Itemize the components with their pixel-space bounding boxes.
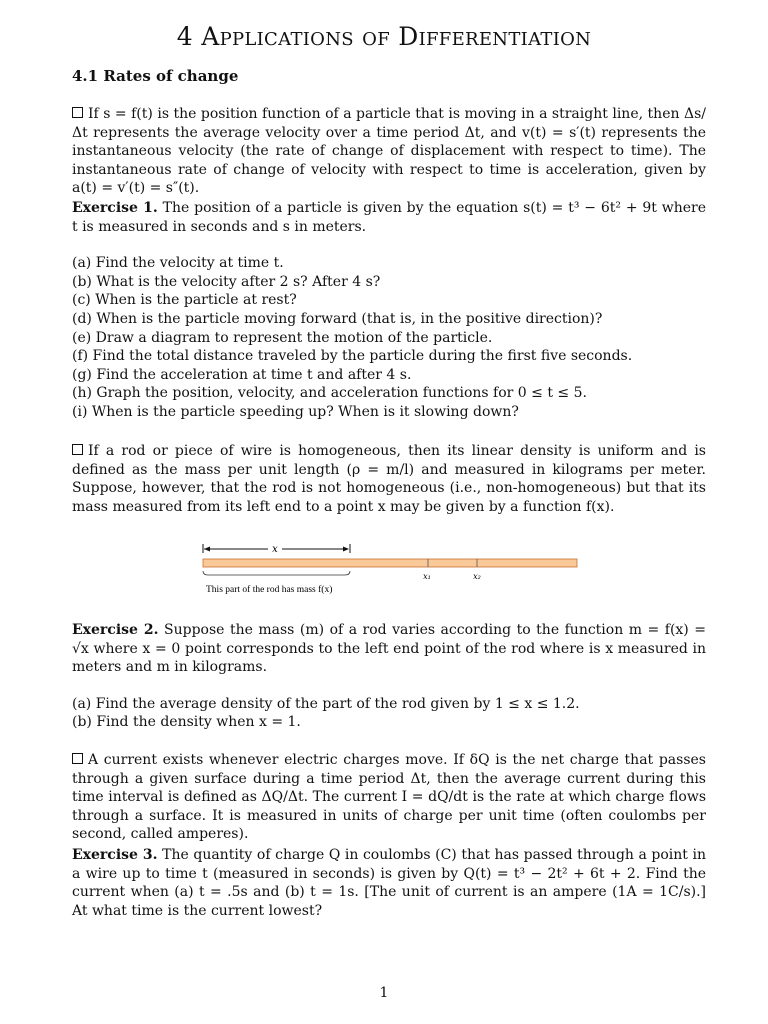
exercise-2-parts xyxy=(72,695,706,732)
exercise-1-statement xyxy=(72,199,706,236)
exercise-1-part: (h) Graph the position, velocity, and acceleration functions for 0 ≤ t ≤ 5. xyxy=(72,385,587,402)
exercise-2-part: (b) Find the density when x = 1. xyxy=(72,714,301,731)
exercise-1 xyxy=(72,199,706,422)
checkbox-icon xyxy=(72,107,83,118)
x1-label: x₁ xyxy=(423,572,431,581)
exercise-1-part: (a) Find the velocity at time t. xyxy=(72,255,284,272)
exercise-3-label: Exercise 3. xyxy=(72,847,158,863)
exercise-2 xyxy=(72,621,706,732)
paragraph-velocity xyxy=(72,105,706,198)
arrow-right-icon xyxy=(343,547,349,552)
x2-label: x₂ xyxy=(473,572,481,581)
arrow-left-icon xyxy=(204,547,210,552)
exercise-1-part: (e) Draw a diagram to represent the motion of the particle. xyxy=(72,329,493,346)
exercise-2-text: Suppose the mass (m) of a rod varies according to the function m = f(x) = √x where x = 0 point corresponds to the left end point of the rod where is x measured in meters and m in kilograms. xyxy=(72,622,706,676)
mass-brace xyxy=(203,571,350,575)
paragraph-density-text: If a rod or piece of wire is homogeneous, then its linear density is uniform and is defined as the mass per unit length (ρ = m/l) and measured in kilograms per meter. Suppose, however, that the rod is not homogeneous (i.e., non-homogeneous) but that its mass measured from its left end to a point x may be given by a function f(x). xyxy=(72,443,706,515)
exercise-1-part: (d) When is the particle moving forward (that is, in the positive direction)? xyxy=(72,310,603,327)
exercise-2-label: Exercise 2. xyxy=(72,622,159,638)
exercise-1-part: (f) Find the total distance traveled by the particle during the first five seconds. xyxy=(72,348,633,365)
exercise-1-text: The position of a particle is given by the equation s(t) = t³ − 6t² + 9t where t is measured in seconds and s in meters. xyxy=(72,200,707,235)
exercise-1-part: (i) When is the particle speeding up? When is it slowing down? xyxy=(72,403,519,420)
rod-diagram xyxy=(200,537,590,599)
checkbox-icon xyxy=(72,753,83,764)
exercise-2-part: (a) Find the average density of the part of the rod given by 1 ≤ x ≤ 1.2. xyxy=(72,695,580,712)
exercise-3-text: The quantity of charge Q in coulombs (C) that has passed through a point in a wire up to time t (measured in seconds) is given by Q(t) = t³ − 2t² + 6t + 2. Find the current when (a) t = .5s and (b) t = 1s. [The unit of current is an ampere (1A = 1C/s).] At what time is the current lowest? xyxy=(72,847,707,919)
exercise-1-part: (g) Find the acceleration at time t and after 4 s. xyxy=(72,366,412,383)
x-label: x xyxy=(272,544,278,555)
exercise-1-parts xyxy=(72,254,706,421)
exercise-2-statement xyxy=(72,621,706,677)
paragraph-density xyxy=(72,442,706,516)
chapter-title: 4 Applications of Differentiation xyxy=(176,22,592,51)
rod xyxy=(203,559,577,567)
page-number: 1 xyxy=(379,985,389,1001)
rod-caption: This part of the rod has mass f(x) xyxy=(206,585,333,595)
paragraph-current-text: A current exists whenever electric charges move. If δQ is the net charge that passes through a given surface during a time period Δt, then the average current during this time interval is defined as ΔQ/Δt. The current I = dQ/dt is the rate at which charge flows through a surface. It is measured in units of charge per unit time (often coulombs per second, called amperes). xyxy=(72,752,706,843)
exercise-1-label: Exercise 1. xyxy=(72,200,158,216)
exercise-1-part: (b) What is the velocity after 2 s? After 4 s? xyxy=(72,273,381,290)
paragraph-velocity-text: If s = f(t) is the position function of a particle that is moving in a straight line, then Δs/Δt represents the average velocity over a time period Δt, and v(t) = s′(t) represents the instantaneous velocity (the rate of change of displacement with respect to time). The instantaneous rate of change of velocity with respect to time is acceleration, given by a(t) = v′(t) = s″(t). xyxy=(72,106,706,197)
exercise-3 xyxy=(72,846,706,920)
checkbox-icon xyxy=(72,444,83,455)
paragraph-current xyxy=(72,751,706,844)
exercise-1-part: (c) When is the particle at rest? xyxy=(72,292,297,309)
section-heading: 4.1 Rates of change xyxy=(72,67,239,85)
